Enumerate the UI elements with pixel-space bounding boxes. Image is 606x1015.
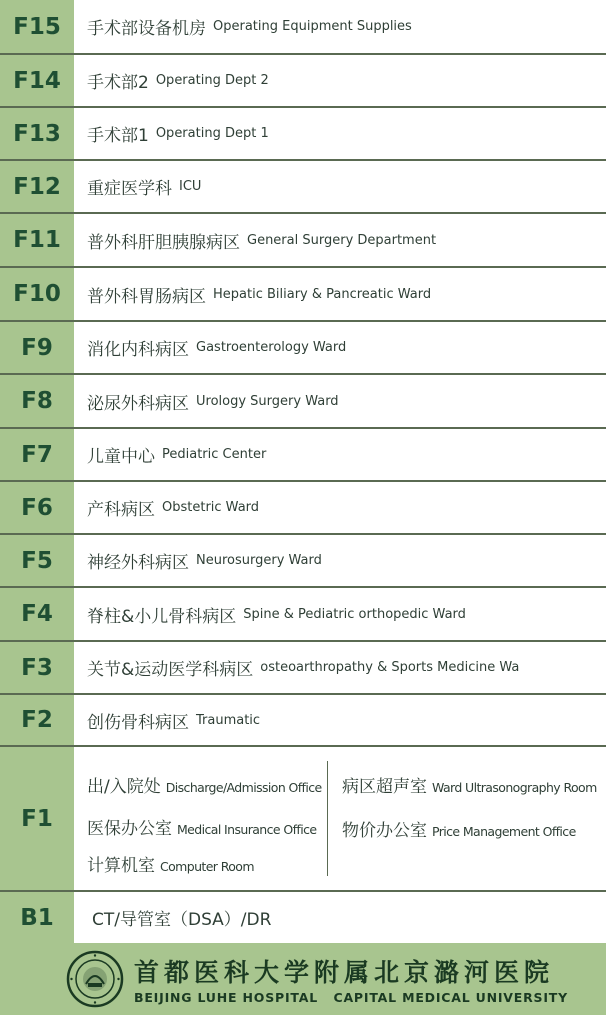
department-name-en: General Surgery Department bbox=[247, 232, 437, 248]
floor-label: F6 bbox=[0, 482, 74, 533]
floor-row-f5 bbox=[0, 535, 606, 588]
floor-label: F9 bbox=[0, 322, 74, 373]
department-name-cn: 手术部1 bbox=[87, 126, 149, 146]
floor-label: F13 bbox=[0, 108, 74, 159]
department-name-en: Neurosurgery Ward bbox=[196, 553, 322, 568]
floor-row-f4 bbox=[0, 588, 606, 642]
floor-row-f8 bbox=[0, 375, 606, 429]
department-name-en: Price Management Office bbox=[432, 824, 576, 839]
department-name-cn: 普外科胃肠病区 bbox=[87, 286, 206, 307]
department-name-cn: 手术部设备机房 bbox=[87, 19, 206, 39]
floor-label: F14 bbox=[0, 55, 74, 106]
f1-department-item bbox=[87, 814, 316, 839]
department-name-en: Pediatric Center bbox=[162, 447, 267, 462]
floor-label: F11 bbox=[0, 214, 74, 266]
floor-row-f3 bbox=[0, 642, 606, 695]
floor-label: F3 bbox=[0, 642, 74, 693]
department-name-cn: 神经外科病区 bbox=[87, 553, 189, 573]
department-name-en: Computer Room bbox=[160, 859, 254, 874]
department-name-en: ICU bbox=[179, 179, 202, 194]
department-name-cn: 儿童中心 bbox=[87, 447, 155, 467]
floor-row-f14 bbox=[0, 55, 606, 108]
department-name-cn: 关节&运动医学科病区 bbox=[87, 660, 254, 680]
floor-label: F8 bbox=[0, 375, 74, 427]
department-name-cn: CT/导管室（DSA）/DR bbox=[92, 910, 272, 930]
floor-row-f13 bbox=[0, 108, 606, 161]
floor-label: F2 bbox=[0, 695, 74, 745]
f1-department-item bbox=[87, 851, 254, 876]
floor-row-f10 bbox=[0, 268, 606, 322]
floor-label: F4 bbox=[0, 588, 74, 640]
department-name-en: Gastroenterology Ward bbox=[196, 340, 347, 355]
department-name-cn: 普外科肝胆胰腺病区 bbox=[87, 232, 240, 253]
department-name-en: osteoarthropathy & Sports Medicine Wa bbox=[260, 660, 520, 675]
department-name-en: Obstetric Ward bbox=[162, 500, 260, 515]
department-name-en: Operating Equipment Supplies bbox=[213, 19, 412, 34]
floor-label: F12 bbox=[0, 161, 74, 212]
f1-department-item bbox=[342, 772, 597, 797]
f1-department-grid bbox=[87, 747, 602, 890]
floor-label: F10 bbox=[0, 268, 74, 320]
floor-row-b1 bbox=[0, 892, 606, 943]
f1-department-item bbox=[342, 816, 576, 841]
department-name-en: Medical Insurance Office bbox=[177, 822, 317, 837]
floor-row-f15 bbox=[0, 0, 606, 55]
department-name-cn: 脊柱&小儿骨科病区 bbox=[87, 606, 237, 627]
department-name-en: Ward Ultrasonography Room bbox=[432, 780, 597, 795]
department-name-cn: 计算机室 bbox=[87, 856, 155, 876]
floor-label: F7 bbox=[0, 429, 74, 480]
department-name-cn: 出/入院处 bbox=[87, 777, 161, 797]
floor-row-f7 bbox=[0, 429, 606, 482]
floor-label: B1 bbox=[0, 892, 74, 943]
department-name-cn: 病区超声室 bbox=[342, 777, 427, 797]
department-name-cn: 消化内科病区 bbox=[87, 340, 189, 360]
department-name-en: Urology Surgery Ward bbox=[196, 393, 339, 409]
department-name-en: Operating Dept 1 bbox=[155, 126, 269, 141]
department-name-cn: 创伤骨科病区 bbox=[87, 712, 189, 733]
hospital-name-cn: 首都医科大学附属北京潞河医院 bbox=[134, 958, 555, 987]
floor-label: F5 bbox=[0, 535, 74, 586]
department-name-en: Traumatic bbox=[196, 712, 261, 728]
department-name-en: Spine & Pediatric orthopedic Ward bbox=[243, 606, 466, 622]
column-divider bbox=[327, 761, 328, 876]
department-name-en: Discharge/Admission Office bbox=[165, 780, 322, 795]
hospital-banner bbox=[0, 943, 606, 1015]
department-name-cn: 手术部2 bbox=[87, 73, 149, 93]
department-name-cn: 产科病区 bbox=[87, 500, 155, 520]
department-name-cn: 医保办公室 bbox=[87, 819, 172, 839]
department-name-en: Operating Dept 2 bbox=[155, 73, 269, 88]
floor-row-f6 bbox=[0, 482, 606, 535]
floor-row-f1 bbox=[0, 747, 606, 892]
floor-label: F1 bbox=[0, 747, 74, 890]
floor-label: F15 bbox=[0, 0, 74, 53]
hospital-name-en: BEIJING LUHE HOSPITAL CAPITAL MEDICAL UNIVERSITY bbox=[134, 990, 568, 1005]
floor-row-f2 bbox=[0, 695, 606, 747]
f1-department-item bbox=[87, 772, 322, 797]
department-name-cn: 泌尿外科病区 bbox=[87, 393, 189, 414]
floor-row-f9 bbox=[0, 322, 606, 375]
hospital-seal-icon bbox=[66, 950, 124, 1008]
floor-row-f11 bbox=[0, 214, 606, 268]
floor-row-f12 bbox=[0, 161, 606, 214]
department-name-cn: 重症医学科 bbox=[87, 179, 172, 199]
department-name-en: Hepatic Biliary & Pancreatic Ward bbox=[213, 286, 432, 302]
department-name-cn: 物价办公室 bbox=[342, 821, 427, 841]
